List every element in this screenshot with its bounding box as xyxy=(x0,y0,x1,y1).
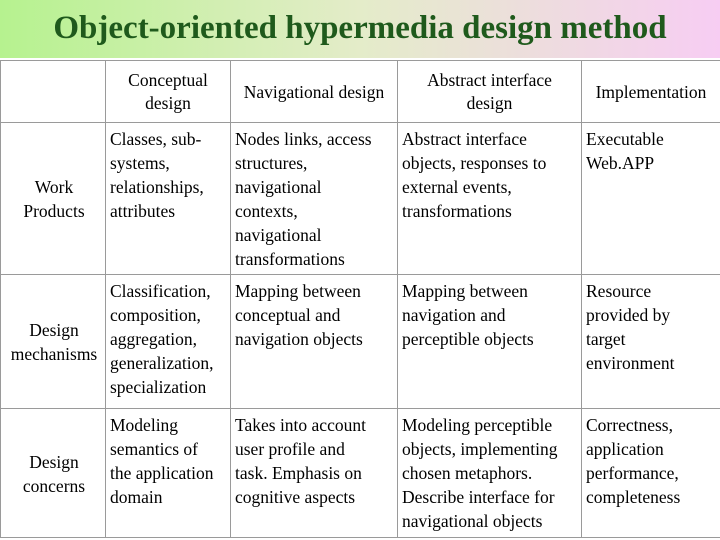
corner-cell xyxy=(1,61,106,123)
table-cell: Executable Web.APP xyxy=(582,123,720,275)
table-cell: Abstract interface objects, responses to external events, transformations xyxy=(398,123,582,275)
table-cell: Modeling perceptible objects, implementing chosen metaphors. Describe interface for navigational objects xyxy=(398,409,582,538)
oohdm-table xyxy=(0,60,720,538)
table-cell: Resource provided by target environment xyxy=(582,275,720,409)
row-header-design-concerns: Design concerns xyxy=(1,409,106,538)
table-cell: Mapping between navigation and perceptible objects xyxy=(398,275,582,409)
table-cell: Nodes links, access structures, navigational contexts, navigational transformations xyxy=(231,123,398,275)
table-cell: Correctness, application performance, completeness xyxy=(582,409,720,538)
header-row xyxy=(1,61,720,123)
table-cell: Takes into account user profile and task. Emphasis on cognitive aspects xyxy=(231,409,398,538)
row-header-design-mechanisms: Design mechanisms xyxy=(1,275,106,409)
table-row-design-concerns xyxy=(1,409,720,538)
column-header-navigational-design: Navigational design xyxy=(231,61,398,123)
table-cell: Classes, sub- systems, relationships, attributes xyxy=(106,123,231,275)
slide-title: Object-oriented hypermedia design method xyxy=(53,10,667,46)
column-header-implementation: Implementation xyxy=(582,61,720,123)
column-header-conceptual-design: Conceptual design xyxy=(106,61,231,123)
column-header-abstract-interface-design: Abstract interface design xyxy=(398,61,582,123)
table-cell: Mapping between conceptual and navigation objects xyxy=(231,275,398,409)
row-header-work-products: Work Products xyxy=(1,123,106,275)
table-cell: Modeling semantics of the application domain xyxy=(106,409,231,538)
table-row-work-products xyxy=(1,123,720,275)
table-row-design-mechanisms xyxy=(1,275,720,409)
table-cell: Classification, composition, aggregation, generalization, specialization xyxy=(106,275,231,409)
